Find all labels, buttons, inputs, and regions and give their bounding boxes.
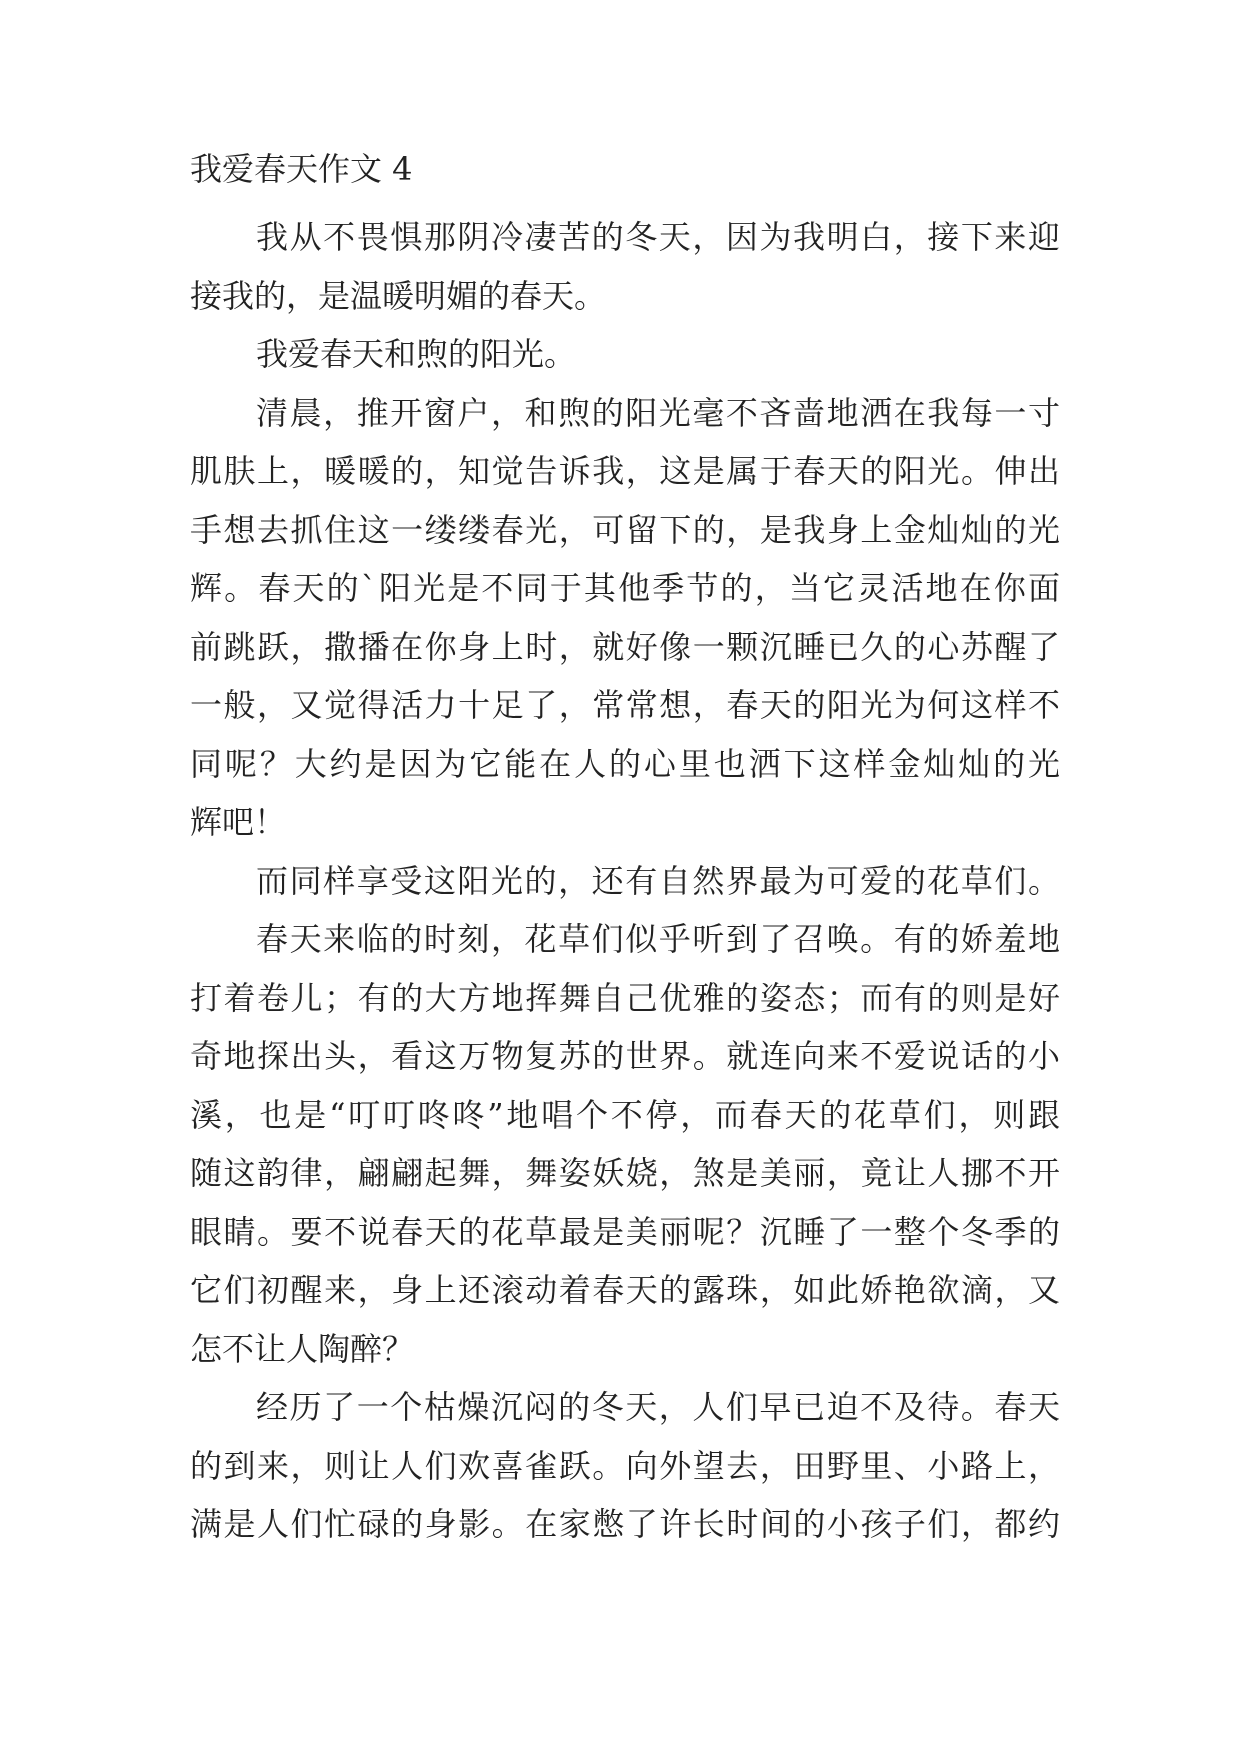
text-line: 眼睛。要不说春天的花草最是美丽呢？沉睡了一整个冬季的 [190,1212,1060,1251]
text-line: 辉吧！ [190,803,287,841]
text-line: 它们初醒来，身上还滚动着春天的露珠，如此娇艳欲滴，又 [190,1271,1060,1309]
text-line: 而同样享受这阳光的，还有自然界最为可爱的花草们。 [256,861,1060,900]
essay-title: 我爱春天作文 4 [190,150,413,188]
text-line: 辉。春天的`阳光是不同于其他季节的，当它灵活地在你面 [190,569,1060,607]
essay-body [190,208,1060,1554]
text-line: 的到来，则让人们欢喜雀跃。向外望去，田野里、小路上， [190,1446,1060,1485]
text-line: 肌肤上，暖暖的，知觉告诉我，这是属于春天的阳光。伸出 [190,452,1060,490]
text-line: 满是人们忙碌的身影。在家憋了许长时间的小孩子们，都约 [190,1505,1060,1543]
document-page [190,138,1060,1554]
text-line: 前跳跃，撒播在你身上时，就好像一颗沉睡已久的心苏醒了 [190,627,1060,666]
text-line: 我爱春天和煦的阳光。 [256,335,577,373]
text-line: 我从不畏惧那阴冷凄苦的冬天，因为我明白，接下来迎 [256,218,1060,256]
text-line: 打着卷儿；有的大方地挥舞自己优雅的姿态；而有的则是好 [190,978,1060,1017]
text-line: 随这韵律，翩翩起舞，舞姿妖娆，煞是美丽，竟让人挪不开 [190,1154,1060,1192]
text-line: 接我的，是温暖明媚的春天。 [190,276,607,315]
text-line: 同呢？大约是因为它能在人的心里也洒下这样金灿灿的光 [190,744,1060,783]
text-line: 手想去抓住这一缕缕春光，可留下的，是我身上金灿灿的光 [190,510,1060,549]
text-line: 溪，也是“叮叮咚咚”地唱个不停，而春天的花草们，则跟 [190,1095,1060,1134]
text-line: 怎不让人陶醉？ [190,1329,415,1368]
text-line: 春天来临的时刻，花草们似乎听到了召唤。有的娇羞地 [256,920,1060,958]
text-line: 奇地探出头，看这万物复苏的世界。就连向来不爱说话的小 [190,1037,1060,1075]
text-line: 一般，又觉得活力十足了，常常想，春天的阳光为何这样不 [190,686,1060,724]
text-line: 经历了一个枯燥沉闷的冬天，人们早已迫不及待。春天 [256,1388,1060,1426]
text-line: 清晨，推开窗户，和煦的阳光毫不吝啬地洒在我每一寸 [256,393,1060,432]
